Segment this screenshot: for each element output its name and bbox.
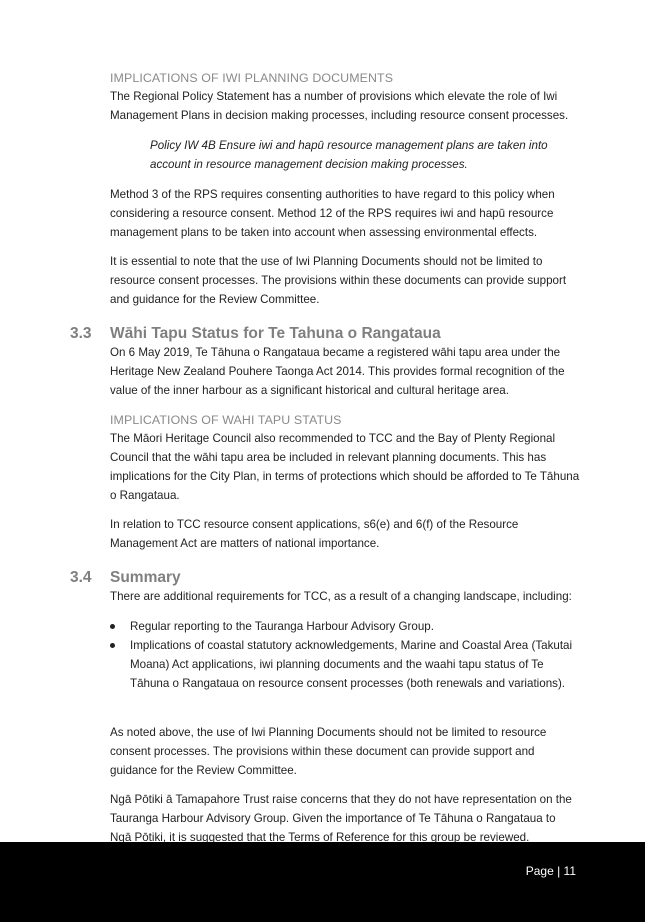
section-3-4-paragraph-2: Ngā Pōtiki ā Tamapahore Trust raise concerns that they do not have representation on the Tauranga Harbour Advisory Group. Given the importance of Te Tāhuna o Rangataua to Ngā Pōtiki, it is suggested that the Terms of Reference for this group be reviewed. — [110, 793, 572, 842]
iwi-implications-paragraph-3: It is essential to note that the use of Iwi Planning Documents should not be limited to resource consent processes. The provisions within these documents can provide support and guidance for the Review Committee. — [110, 255, 567, 306]
section-3-3-paragraph-1: On 6 May 2019, Te Tāhuna o Rangataua became a registered wāhi tapu area under the Heritage New Zealand Pouhere Taonga Act 2014. This provides formal recognition of the value of the inner harbour as a significant historical and cultural heritage area. — [110, 346, 565, 397]
wahi-tapu-implications-heading: IMPLICATIONS OF WAHI TAPU STATUS — [110, 413, 342, 427]
iwi-implications-paragraph-2: Method 3 of the RPS requires consenting authorities to have regard to this policy when considering a resource consent. Method 12 of the RPS requires iwi and hapū resource management plans to be taken into account when assessing environmental effects. — [110, 188, 555, 239]
iwi-implications-heading: IMPLICATIONS OF IWI PLANNING DOCUMENTS — [110, 71, 394, 85]
bullet-text: Regular reporting to the Tauranga Harbour Advisory Group. — [130, 620, 434, 633]
iwi-implications-paragraph-1: The Regional Policy Statement has a number of provisions which elevate the role of Iwi Management Plans in decision making processes, including resource consent processes. — [110, 90, 569, 122]
section-3-4-intro: There are additional requirements for TCC, as a result of a changing landscape, including: — [110, 590, 572, 603]
list-item — [110, 636, 580, 693]
page-footer — [0, 842, 645, 922]
list-item — [110, 617, 580, 636]
section-3-4-paragraph-1: As noted above, the use of Iwi Planning Documents should not be limited to resource consent processes. The provisions within these document can provide support and guidance for the Review Committee. — [110, 726, 547, 777]
section-3-4-title: Summary — [110, 569, 181, 586]
summary-bullet-list — [110, 617, 580, 693]
section-3-3-paragraph-2: The Māori Heritage Council also recommended to TCC and the Bay of Plenty Regional Council that the wāhi tapu area be included in relevant planning documents. This has implications for the City Plan, in terms of protections which should be afforded to Te Tāhuna o Rangataua. — [110, 432, 580, 502]
bullet-text: Implications of coastal statutory acknowledgements, Marine and Coastal Area (Takutai Moana) Act applications, iwi planning documents and the waahi tapu status of Te Tāhuna o Rangataua on resource consent processes (both renewals and variations). — [130, 639, 573, 690]
section-3-4-number: 3.4 — [70, 569, 92, 586]
policy-quote: Policy IW 4B Ensure iwi and hapū resource management plans are taken into account in resource management decision making processes. — [150, 139, 548, 171]
bullet-icon — [110, 643, 115, 648]
page-number: Page | 11 — [525, 864, 576, 878]
bullet-icon — [110, 624, 115, 629]
section-3-3-title: Wāhi Tapu Status for Te Tahuna o Rangataua — [110, 325, 441, 342]
section-3-3-paragraph-3: In relation to TCC resource consent applications, s6(e) and 6(f) of the Resource Management Act are matters of national importance. — [110, 518, 519, 550]
section-3-3-number: 3.3 — [70, 325, 92, 342]
